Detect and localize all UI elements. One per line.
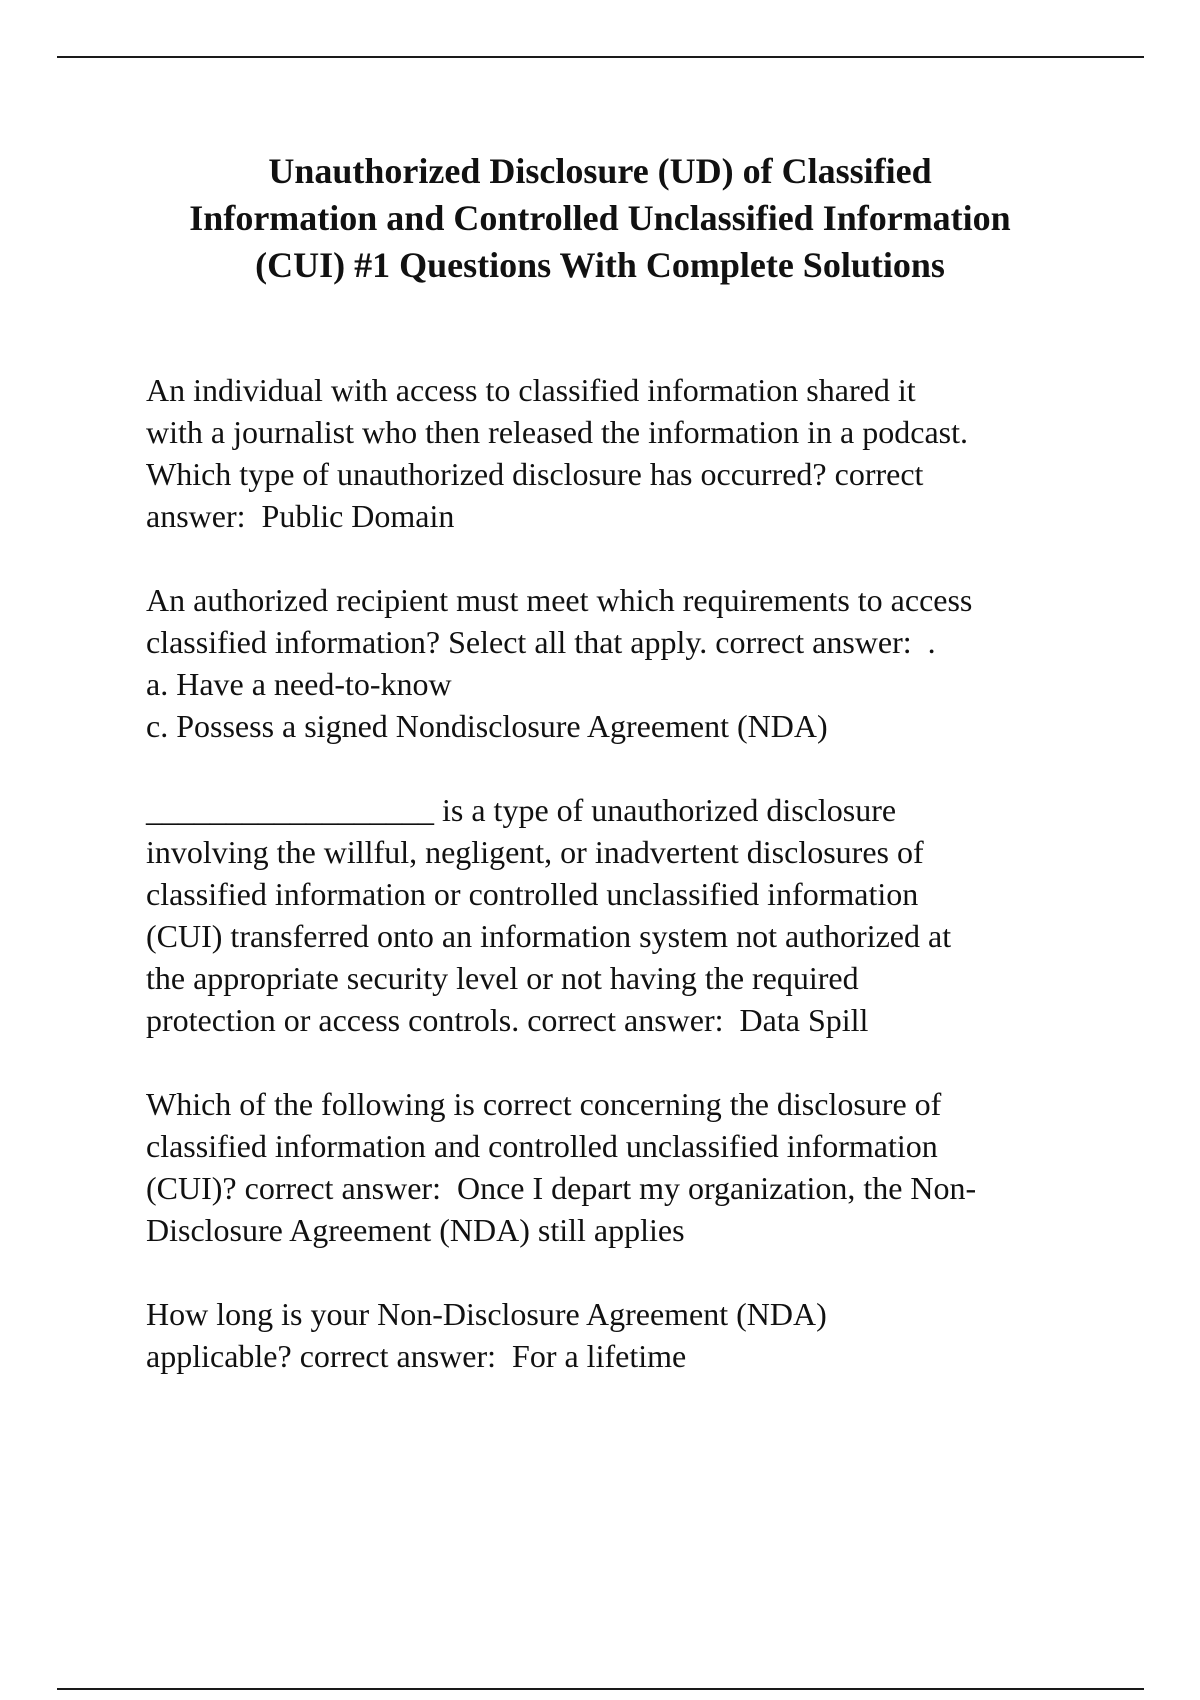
text-line: Disclosure Agreement (NDA) still applies xyxy=(146,1212,685,1248)
fill-in-blank: __________________ xyxy=(146,792,434,828)
qa-item-data-spill xyxy=(146,789,1146,1041)
qa-item-authorized-recipient xyxy=(146,579,1146,747)
qa-item-nda-applies xyxy=(146,1083,1146,1251)
text-line: classified information and controlled unclassified information xyxy=(146,1128,938,1164)
title-line: (CUI) #1 Questions With Complete Solutions xyxy=(255,245,945,285)
text-line: How long is your Non-Disclosure Agreement (NDA) xyxy=(146,1296,827,1332)
qa-item-nda-duration xyxy=(146,1293,1146,1377)
text-line xyxy=(146,789,1146,831)
text-line: classified information? Select all that apply. correct answer: . xyxy=(146,624,936,660)
title-line: Unauthorized Disclosure (UD) of Classified xyxy=(268,151,932,191)
text-line: answer: Public Domain xyxy=(146,498,455,534)
text-line: An individual with access to classified information shared it xyxy=(146,372,916,408)
title-line: Information and Controlled Unclassified Information xyxy=(189,198,1011,238)
text-line: with a journalist who then released the information in a podcast. xyxy=(146,414,968,450)
text-line: c. Possess a signed Nondisclosure Agreement (NDA) xyxy=(146,708,828,744)
text-line: (CUI) transferred onto an information system not authorized at xyxy=(146,918,952,954)
top-rule xyxy=(57,56,1144,58)
text-line: protection or access controls. correct answer: Data Spill xyxy=(146,1002,869,1038)
text-line: Which type of unauthorized disclosure has occurred? correct xyxy=(146,456,924,492)
text-line: the appropriate security level or not having the required xyxy=(146,960,859,996)
text-line: a. Have a need-to-know xyxy=(146,666,452,702)
document-title xyxy=(90,148,1110,289)
text-line: applicable? correct answer: For a lifetime xyxy=(146,1338,687,1374)
text-line: classified information or controlled unclassified information xyxy=(146,876,919,912)
bottom-rule xyxy=(57,1688,1144,1690)
text-line: Which of the following is correct concerning the disclosure of xyxy=(146,1086,942,1122)
text-line: An authorized recipient must meet which requirements to access xyxy=(146,582,973,618)
text-line: (CUI)? correct answer: Once I depart my organization, the Non- xyxy=(146,1170,977,1206)
document-body xyxy=(146,369,1146,1419)
text-fragment: is a type of unauthorized disclosure xyxy=(434,792,897,828)
text-line: involving the willful, negligent, or inadvertent disclosures of xyxy=(146,834,924,870)
qa-item-public-domain xyxy=(146,369,1146,537)
